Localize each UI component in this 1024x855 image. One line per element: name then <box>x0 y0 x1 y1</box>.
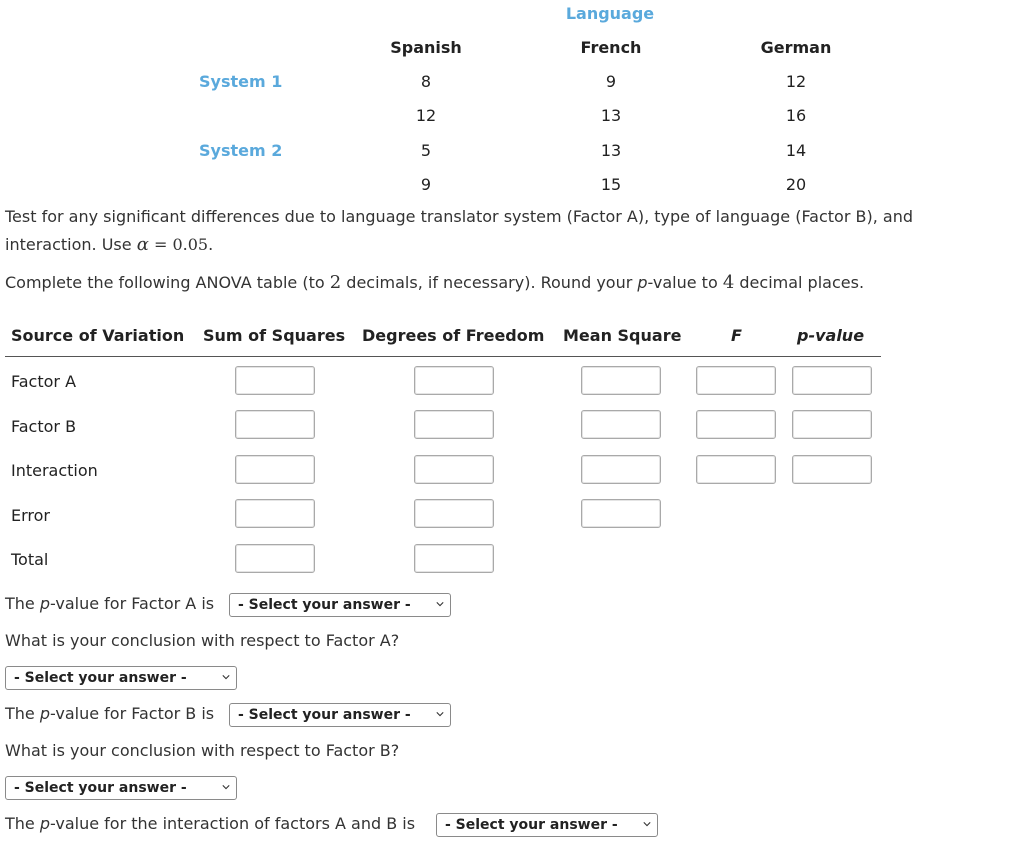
conclusion-a-select[interactable] <box>5 666 237 690</box>
instructions-line-3a: Complete the following ANOVA table (to <box>5 273 325 292</box>
row-label-interaction: Interaction <box>11 461 98 480</box>
cell-s2-r1-german: 14 <box>785 141 807 160</box>
decimals-count: 2 <box>329 272 342 293</box>
cell-s1-r1-spanish: 8 <box>420 72 432 91</box>
p-factor-b-input[interactable] <box>792 410 872 439</box>
p-factor-a-select[interactable] <box>229 593 451 617</box>
conclusion-b-select[interactable] <box>5 776 237 800</box>
cell-s2-r2-german: 20 <box>785 175 807 194</box>
q1-suffix: -value for Factor A is <box>50 594 215 613</box>
header-f: F <box>731 326 742 345</box>
language-header: Language <box>565 4 655 23</box>
chevron-down-icon <box>436 600 444 608</box>
cell-s1-r2-spanish: 12 <box>415 106 437 125</box>
p-interaction-select[interactable] <box>436 813 658 837</box>
f-factor-b-input[interactable] <box>696 410 776 439</box>
p-factor-b-select-label: - Select your answer - <box>238 707 411 723</box>
p-interaction-select-label: - Select your answer - <box>445 817 618 833</box>
ms-factor-b-input[interactable] <box>581 410 661 439</box>
df-factor-a-input[interactable] <box>414 366 494 395</box>
cell-s2-r2-french: 15 <box>600 175 622 194</box>
p-factor-a-select-label: - Select your answer - <box>238 597 411 613</box>
question-p-factor-a <box>5 594 214 613</box>
f-factor-a-input[interactable] <box>696 366 776 395</box>
column-spanish: Spanish <box>390 38 462 57</box>
ss-error-input[interactable] <box>235 499 315 528</box>
question-p-interaction <box>5 814 415 833</box>
row-label-error: Error <box>11 506 50 525</box>
cell-s2-r1-spanish: 5 <box>420 141 432 160</box>
conclusion-b-select-label: - Select your answer - <box>14 780 187 796</box>
places-count: 4 <box>722 272 735 293</box>
header-df: Degrees of Freedom <box>362 326 545 345</box>
q1-prefix: The <box>5 594 35 613</box>
row-label-total: Total <box>11 550 49 569</box>
cell-s2-r1-french: 13 <box>600 141 622 160</box>
conclusion-a-select-label: - Select your answer - <box>14 670 187 686</box>
ss-total-input[interactable] <box>235 544 315 573</box>
system-2-label: System 2 <box>199 141 283 160</box>
ms-interaction-input[interactable] <box>581 455 661 484</box>
p-letter: p <box>637 273 648 292</box>
chevron-down-icon <box>643 820 651 828</box>
question-conclusion-a: What is your conclusion with respect to Factor A? <box>5 631 400 650</box>
header-p-value: p-value <box>797 326 865 345</box>
q2-p: p <box>39 704 51 723</box>
system-1-label: System 1 <box>199 72 283 91</box>
df-interaction-input[interactable] <box>414 455 494 484</box>
alpha-equals: = <box>153 235 168 254</box>
cell-s1-r2-french: 13 <box>600 106 622 125</box>
cell-s1-r1-german: 12 <box>785 72 807 91</box>
cell-s2-r2-spanish: 9 <box>420 175 432 194</box>
cell-s1-r2-german: 16 <box>785 106 807 125</box>
ms-error-input[interactable] <box>581 499 661 528</box>
chevron-down-icon <box>436 710 444 718</box>
df-total-input[interactable] <box>414 544 494 573</box>
instructions-line-2-text: interaction. Use <box>5 235 132 254</box>
f-interaction-input[interactable] <box>696 455 776 484</box>
df-error-input[interactable] <box>414 499 494 528</box>
q2-prefix: The <box>5 704 35 723</box>
question-p-factor-b <box>5 704 214 723</box>
chevron-down-icon <box>222 783 230 791</box>
instructions-line-3 <box>5 269 1005 297</box>
p-factor-a-input[interactable] <box>792 366 872 395</box>
instructions-line-3c: -value to <box>647 273 718 292</box>
header-ss: Sum of Squares <box>203 326 346 345</box>
instructions-line-3d: decimal places. <box>739 273 865 292</box>
alpha-value: 0.05 <box>172 235 209 254</box>
q3-p: p <box>39 814 51 833</box>
header-source: Source of Variation <box>11 326 185 345</box>
alpha-symbol: α <box>136 234 149 255</box>
p-factor-b-select[interactable] <box>229 703 451 727</box>
q2-suffix: -value for Factor B is <box>50 704 215 723</box>
q1-p: p <box>39 594 51 613</box>
cell-s1-r1-french: 9 <box>605 72 617 91</box>
instructions-line-2 <box>5 231 1005 259</box>
question-conclusion-b: What is your conclusion with respect to Factor B? <box>5 741 400 760</box>
row-label-factor-b: Factor B <box>11 417 77 436</box>
ss-factor-a-input[interactable] <box>235 366 315 395</box>
df-factor-b-input[interactable] <box>414 410 494 439</box>
column-french: French <box>580 38 642 57</box>
alpha-period: . <box>208 235 214 254</box>
row-label-factor-a: Factor A <box>11 372 77 391</box>
ms-factor-a-input[interactable] <box>581 366 661 395</box>
ss-interaction-input[interactable] <box>235 455 315 484</box>
chevron-down-icon <box>222 673 230 681</box>
column-german: German <box>760 38 832 57</box>
header-divider <box>5 356 881 357</box>
instructions-line-1: Test for any significant differences due to language translator system (Factor A), type of language (Factor B), and <box>5 207 913 226</box>
q3-suffix: -value for the interaction of factors A and B is <box>50 814 416 833</box>
ss-factor-b-input[interactable] <box>235 410 315 439</box>
instructions-line-3b: decimals, if necessary). Round your <box>346 273 633 292</box>
p-interaction-input[interactable] <box>792 455 872 484</box>
header-ms: Mean Square <box>563 326 682 345</box>
q3-prefix: The <box>5 814 35 833</box>
